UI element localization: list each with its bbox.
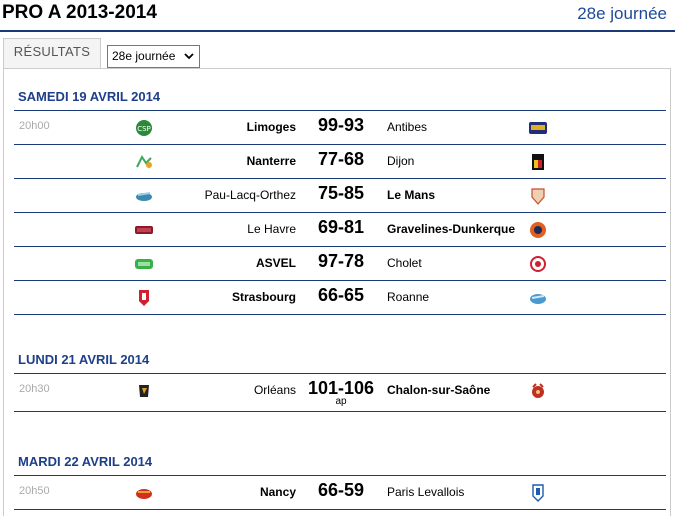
page-header: [0, 0, 675, 32]
match-score: 101-106: [307, 378, 375, 398]
home-team: Nancy: [259, 485, 296, 499]
orleans-logo-icon: [134, 382, 154, 400]
home-team: Le Havre: [247, 222, 296, 236]
day-title: MARDI 22 AVRIL 2014: [18, 454, 153, 469]
match-row: [14, 213, 666, 247]
home-team: Strasbourg: [231, 290, 296, 304]
away-team: Gravelines-Dunkerque: [387, 222, 516, 236]
match-score: 66-59: [317, 480, 365, 500]
match-score: 97-78: [317, 251, 365, 271]
match-score: 69-81: [317, 217, 365, 237]
limoges-logo-icon: [134, 119, 154, 137]
away-team: Roanne: [387, 290, 430, 304]
away-team: Cholet: [387, 256, 422, 270]
match-time: 20h00: [19, 120, 50, 132]
away-team: Le Mans: [387, 188, 436, 202]
home-team: Orléans: [253, 383, 296, 397]
match-row: [14, 145, 666, 179]
away-team: Chalon-sur-Saône: [387, 383, 491, 397]
home-team: Pau-Lacq-Orthez: [204, 188, 296, 202]
round-label: 28e journée: [577, 4, 667, 23]
chevron-down-icon: [182, 47, 196, 65]
away-team: Dijon: [387, 154, 415, 168]
match-row: [14, 374, 666, 412]
match-row: [14, 476, 666, 510]
strasbourg-logo-icon: [134, 289, 154, 307]
le-mans-logo-icon: [528, 187, 548, 205]
asvel-logo-icon: [134, 255, 154, 273]
chalon-logo-icon: [528, 382, 548, 400]
match-time: 20h50: [19, 485, 50, 497]
home-team: Nanterre: [246, 154, 296, 168]
dijon-logo-icon: [528, 153, 548, 171]
pau-logo-icon: [134, 187, 154, 205]
away-team: Paris Levallois: [387, 485, 465, 499]
match-time: 20h30: [19, 383, 50, 395]
match-score: 99-93: [317, 115, 365, 135]
day-title: LUNDI 21 AVRIL 2014: [18, 352, 150, 367]
nancy-logo-icon: [134, 484, 154, 502]
nanterre-logo-icon: [134, 153, 154, 171]
home-team: ASVEL: [255, 256, 296, 270]
home-team: Limoges: [246, 120, 296, 134]
match-row: [14, 247, 666, 281]
day-title: SAMEDI 19 AVRIL 2014: [18, 89, 161, 104]
results-panel: [3, 68, 671, 516]
roanne-logo-icon: [528, 289, 548, 307]
le-havre-logo-icon: [134, 221, 154, 239]
svg-text:CSP: CSP: [137, 125, 151, 133]
match-score: 66-65: [317, 285, 365, 305]
antibes-logo-icon: [528, 119, 548, 137]
match-score: 75-85: [317, 183, 365, 203]
match-row: [14, 179, 666, 213]
overtime-label: ap: [335, 396, 347, 407]
match-row: [14, 111, 666, 145]
match-row: [14, 281, 666, 315]
paris-levallois-logo-icon: [528, 484, 548, 502]
round-select-value: 28e journée: [112, 49, 176, 63]
gravelines-logo-icon: [528, 221, 548, 239]
away-team: Antibes: [387, 120, 428, 134]
cholet-logo-icon: [528, 255, 548, 273]
tab-results[interactable]: RÉSULTATS: [3, 38, 101, 68]
match-score: 77-68: [317, 149, 365, 169]
round-select[interactable]: [107, 45, 200, 68]
page-title: PRO A 2013-2014: [2, 2, 157, 23]
